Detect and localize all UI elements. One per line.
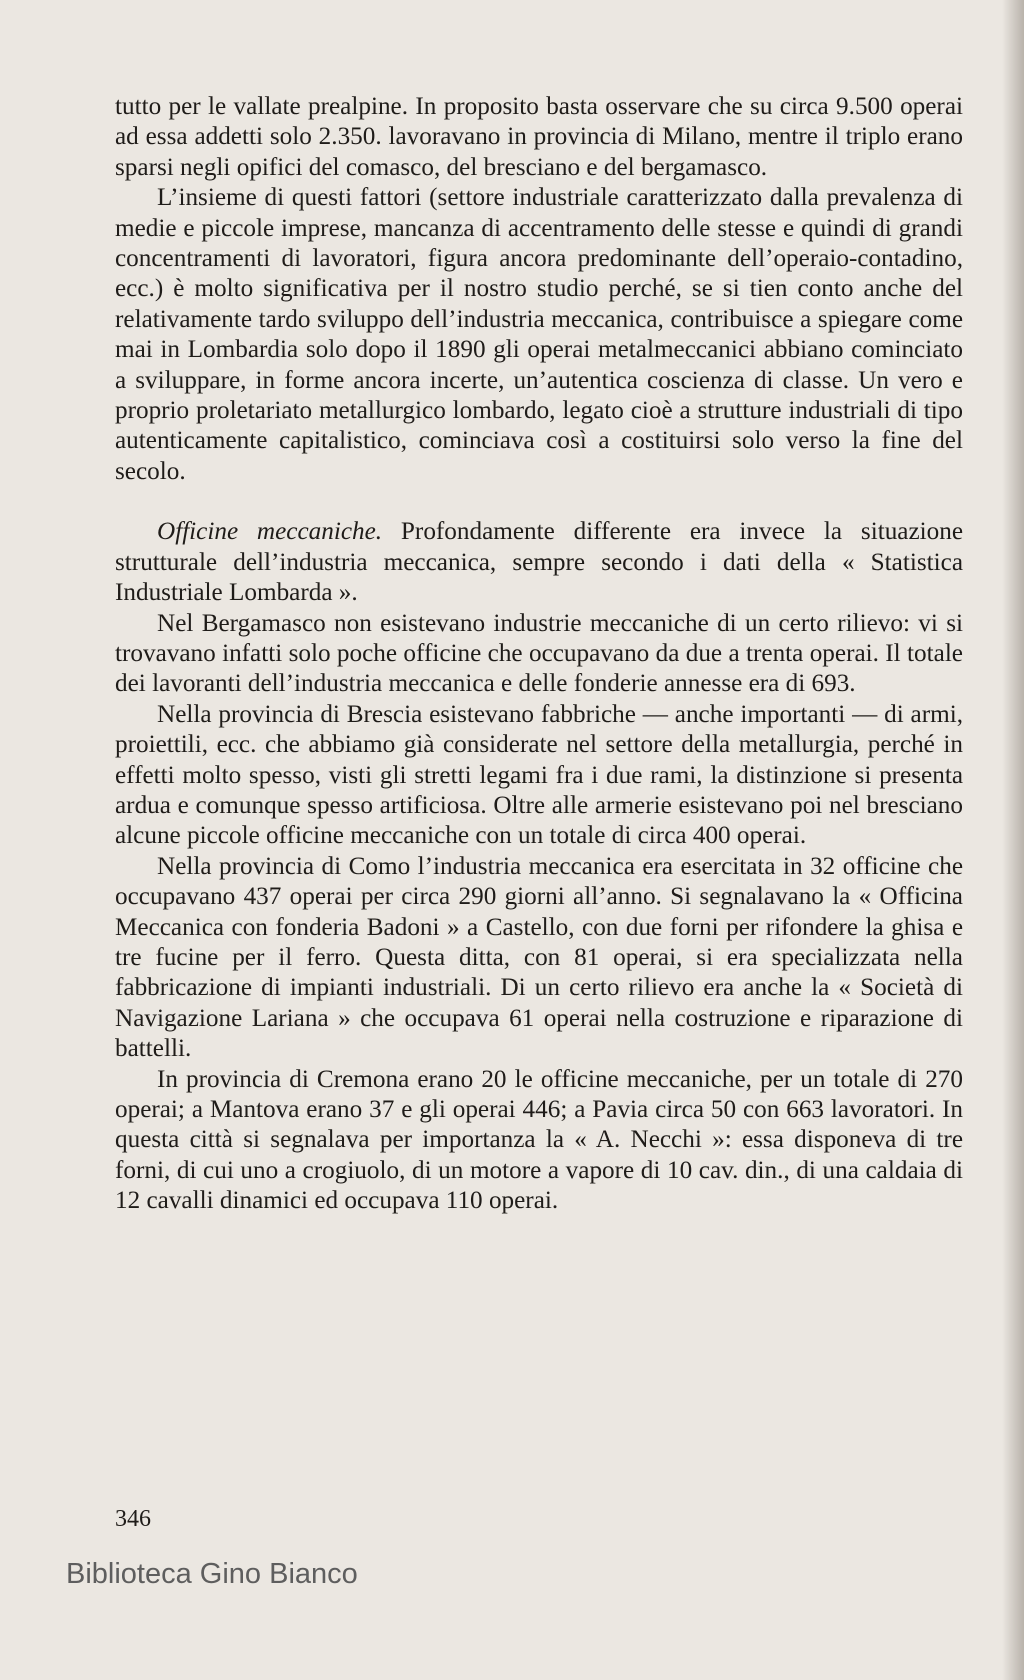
paragraph-1: tutto per le vallate prealpine. In proposito basta osservare che su circa 9.500 operai ad essa addetti solo 2.350. lavoravano in provincia di Milano, mentre il triplo erano sparsi negli opifici del comasco, del bresciano e del bergamasco. — [115, 93, 963, 181]
paragraph-4: Nel Bergamasco non esistevano industrie meccaniche di un certo rilievo: vi si trovavano infatti solo poche officine che occupavano da due a trenta operai. Il totale dei lavoranti dell’industria meccanica e delle fonderie annesse era di 693. — [115, 609, 963, 698]
paragraph-3 — [115, 517, 963, 608]
paragraph-7: In provincia di Cremona erano 20 le officine meccaniche, per un totale di 270 operai; a Mantova erano 37 e gli operai 446; a Pavia circa 50 con 663 lavoratori. In questa città si segnalava per importanza la « A. Necchi »: essa disponeva di tre forni, di cui uno a crogiuolo, di un motore a vapore di 10 cav. din., di una caldaia di 12 cavalli dinamici ed occupava 110 operai. — [115, 1065, 963, 1215]
paragraph-3-text: Profondamente differente era invece la situazione strutturale dell’industria meccanica, sempre secondo i dati della « Statistica Industriale Lombarda ». — [115, 518, 964, 607]
library-watermark: Biblioteca Gino Bianco — [66, 1558, 358, 1590]
page-number: 346 — [115, 1506, 151, 1532]
page-edge-shadow — [1002, 0, 1024, 1680]
paragraph-5: Nella provincia di Brescia esistevano fabbriche — anche importanti — di armi, proiettili, ecc. che abbiamo già considerate nel settore della metallurgia, perché in effetti molto spesso, visti gli stretti legami fra i due rami, la distinzione si presenta ardua e comunque spesso artificiosa. Oltre alle armerie esistevano poi nel bresciano alcune piccole officine meccaniche con un totale di circa 400 operai. — [115, 700, 963, 850]
section-heading: Officine meccaniche. — [157, 518, 383, 546]
paragraph-2: L’insieme di questi fattori (settore industriale caratterizzato dalla prevalenza di medie e piccole imprese, mancanza di accentramento delle stesse e quindi di grandi concentramenti di lavoratori, figura ancora predominante dell’operaio-contadino, ecc.) è molto significativa per il nostro studio perché, se si tien conto anche del relativamente tardo sviluppo dell’industria meccanica, contribuisce a spiegare come mai in Lombardia solo dopo il 1890 gli operai metalmeccanici abbiano cominciato a sviluppare, in forme ancora incerte, un’autentica coscienza di classe. Un vero e proprio proletariato metallurgico lombardo, legato cioè a strutture industriali di tipo autenticamente capitalistico, cominciava così a costituirsi solo verso la fine del secolo. — [115, 184, 963, 485]
body-text — [115, 92, 963, 1217]
paragraph-6: Nella provincia di Como l’industria meccanica era esercitata in 32 officine che occupavano 437 operai per circa 290 giorni all’anno. Si segnalavano la « Officina Meccanica con fonderia Badoni » a Castello, con due forni per rifondere la ghisa e tre fucine per il ferro. Questa ditta, con 81 operai, si era specializzata nella fabbricazione di impianti industriali. Di un certo rilievo era anche la « Società di Navigazione Lariana » che occupava 61 operai nella costruzione e riparazione di battelli. — [115, 852, 963, 1063]
